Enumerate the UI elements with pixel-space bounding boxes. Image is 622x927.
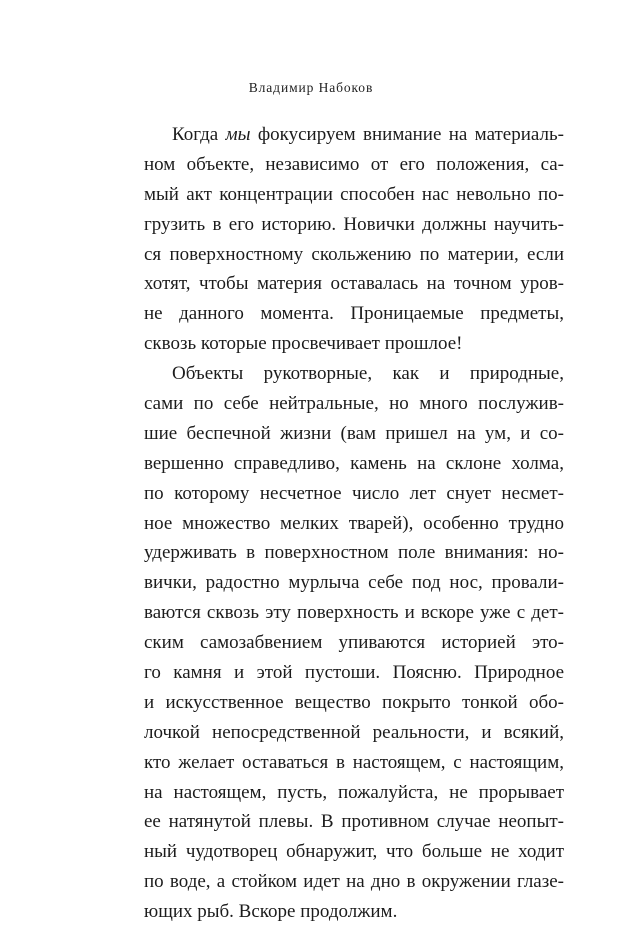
text-line xyxy=(144,568,564,598)
text-line xyxy=(144,299,564,329)
text-line xyxy=(144,598,564,628)
text-line xyxy=(144,180,564,210)
text-line xyxy=(144,449,564,479)
text-segment: ное множество мелких тварей), особенно трудно xyxy=(144,512,564,534)
text-segment: хотят, чтобы материя оставалась на точном уров- xyxy=(144,273,564,295)
text-line xyxy=(144,897,564,927)
text-segment: фокусируем внимание на материаль- xyxy=(250,124,564,145)
text-line xyxy=(144,688,564,718)
text-segment: ее натянутой плевы. В противном случае неопыт- xyxy=(144,811,564,833)
text-line xyxy=(144,120,564,150)
text-line xyxy=(144,240,564,270)
text-line xyxy=(144,718,564,748)
text-segment: шие беспечной жизни (вам пришел на ум, и со- xyxy=(144,422,564,444)
text-segment: по воде, а стойком идет на дно в окружении глазе- xyxy=(144,871,564,893)
text-segment: лочкой непосредственной реальности, и всякий, xyxy=(144,721,564,743)
text-segment: ном объекте, независимо от его положения, са- xyxy=(144,153,564,175)
text-segment: грузить в его историю. Новички должны научить- xyxy=(144,213,564,235)
text-segment: сквозь которые просвечивает прошлое! xyxy=(144,333,463,355)
text-line xyxy=(144,329,564,359)
text-segment: Объекты рукотворные, как и природные, xyxy=(172,363,564,385)
text-line xyxy=(144,509,564,539)
text-segment: Когда xyxy=(172,124,226,145)
text-segment: ный чудотворец обнаружит, что больше не ходит xyxy=(144,841,564,863)
text-segment: кто желает оставаться в настоящем, с настоящим, xyxy=(144,751,564,773)
text-segment: го камня и этой пустоши. Поясню. Природное xyxy=(144,662,564,684)
text-segment: не данного момента. Проницаемые предметы, xyxy=(144,303,564,325)
text-line xyxy=(144,778,564,808)
text-segment: вершенно справедливо, камень на склоне холма, xyxy=(144,452,564,474)
paragraph xyxy=(144,120,564,359)
text-segment: по которому несчетное число лет снует несмет- xyxy=(144,482,564,504)
text-line xyxy=(144,658,564,688)
text-line xyxy=(144,479,564,509)
text-segment: сами по себе нейтральные, но много послужив- xyxy=(144,393,564,415)
text-line xyxy=(144,538,564,568)
text-line xyxy=(144,150,564,180)
text-segment: ским самозабвением упиваются историей это- xyxy=(144,632,564,654)
text-segment: ваются сквозь эту поверхность и вскоре уже с дет- xyxy=(144,602,564,624)
text-segment: на настоящем, пусть, пожалуйста, не прорывает xyxy=(144,781,564,803)
italic-word: мы xyxy=(225,124,251,145)
body-text xyxy=(144,120,564,927)
text-line xyxy=(144,210,564,240)
text-segment: и искусственное вещество покрыто тонкой обо- xyxy=(144,691,564,713)
text-line xyxy=(144,837,564,867)
text-line xyxy=(144,269,564,299)
running-head-author: Владимир Набоков xyxy=(248,80,374,95)
text-line xyxy=(144,389,564,419)
text-segment: вички, радостно мурлыча себе под нос, провали- xyxy=(144,572,564,594)
text-segment: мый акт концентрации способен нас невольно по- xyxy=(144,183,564,205)
text-line xyxy=(144,807,564,837)
text-line xyxy=(144,748,564,778)
text-segment: удерживать в поверхностном поле внимания: но- xyxy=(144,542,564,564)
text-line xyxy=(144,628,564,658)
text-line xyxy=(144,419,564,449)
text-segment: ся поверхностному скольжению по материи, если xyxy=(144,243,564,265)
paragraph xyxy=(144,359,564,927)
text-line xyxy=(144,359,564,389)
text-line xyxy=(144,867,564,897)
text-segment: ющих рыб. Вскоре продолжим. xyxy=(144,901,398,923)
